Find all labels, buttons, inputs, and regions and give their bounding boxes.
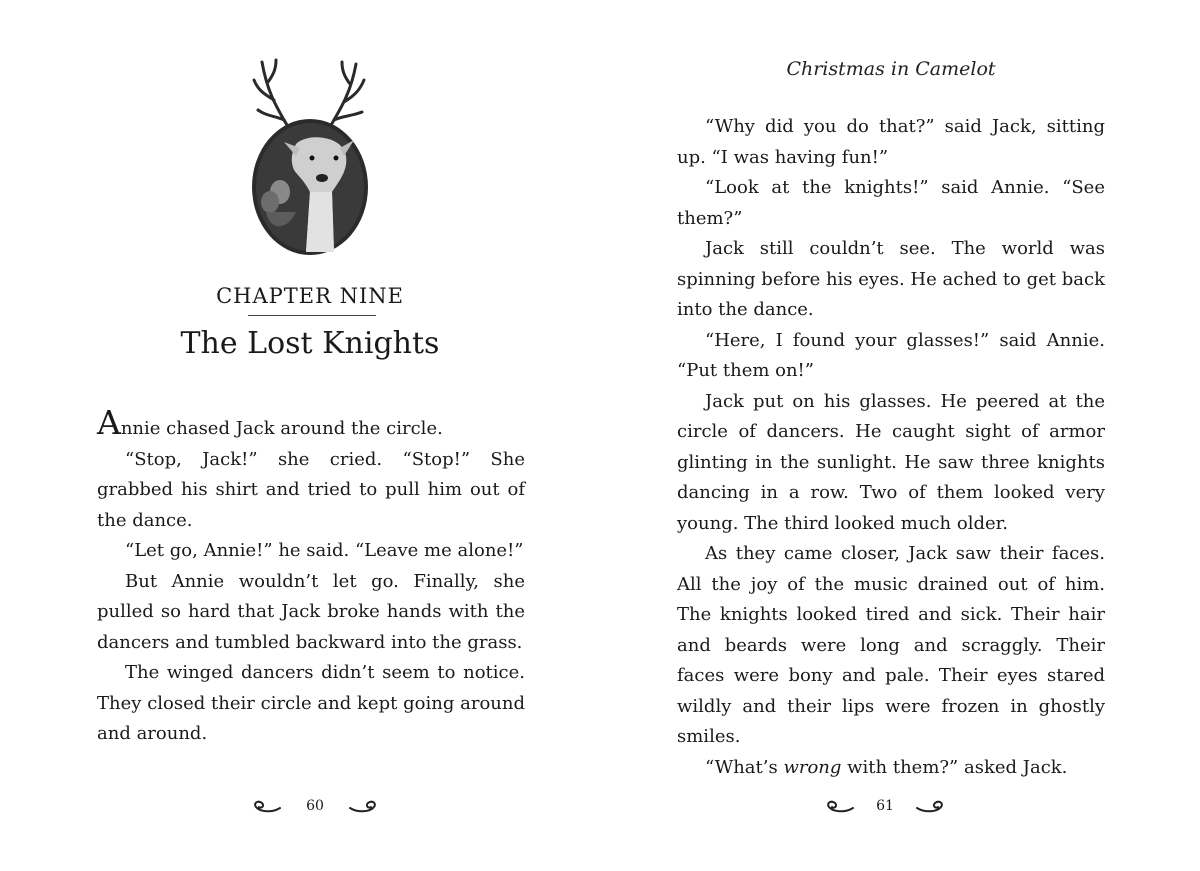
page-number: 61: [876, 798, 894, 814]
paragraph: “Stop, Jack!” she cried. “Stop!” She grabbed his shirt and tried to pull him out of the dance.: [97, 448, 525, 531]
right-swirl-ornament-icon: [915, 799, 945, 815]
paragraph: “Why did you do that?” said Jack, sitting up. “I was having fun!”: [677, 116, 1105, 168]
right-swirl-ornament-icon: [348, 799, 378, 815]
paragraph: “Let go, Annie!” he said. “Leave me alone!”: [125, 540, 524, 561]
paragraph: [97, 403, 525, 445]
page-number: 60: [306, 798, 324, 814]
paragraph: The winged dancers didn’t seem to notice. They closed their circle and kept going around and around.: [97, 662, 525, 744]
paragraph-text: “What’s: [705, 756, 784, 778]
right-page-folio: [825, 795, 945, 821]
paragraph: “Here, I found your glasses!” said Annie. “Put them on!”: [677, 329, 1105, 381]
paragraph-text: nnie chased Jack around the circle.: [120, 418, 443, 439]
running-head: Christmas in Camelot: [786, 58, 996, 80]
paragraph: Jack still couldn’t see. The world was spinning before his eyes. He ached to get back into the dance.: [677, 238, 1105, 320]
left-body-text: [97, 403, 525, 750]
paragraph: As they came closer, Jack saw their faces. All the joy of the music drained out of him. The knights looked tired and sick. Their hair and beards were long and scraggly. Their faces were bony and pale. Their eyes stared wildly and their lips were frozen in ghostly smiles.: [677, 543, 1105, 747]
chapter-label: CHAPTER NINE: [216, 284, 404, 308]
paragraph-text: with them?” asked Jack.: [841, 756, 1068, 778]
right-body-text: [677, 112, 1105, 783]
paragraph: Jack put on his glasses. He peered at the circle of dancers. He caught sight of armor glinting in the sunlight. He saw three knights dancing in a row. Two of them looked very young. The third looked much older.: [677, 390, 1105, 534]
left-page-folio: [250, 795, 380, 821]
chapter-title: The Lost Knights: [180, 326, 440, 361]
drop-cap: A: [97, 403, 121, 442]
chapter-divider: [248, 315, 376, 316]
paragraph: “Look at the knights!” said Annie. “See them?”: [677, 177, 1105, 229]
emphasized-word: wrong: [783, 756, 842, 778]
right-page: [600, 0, 1200, 871]
paragraph: [677, 753, 1105, 784]
paragraph: But Annie wouldn’t let go. Finally, she pulled so hard that Jack broke hands with the dancers and tumbled backward into the grass.: [97, 570, 525, 653]
stag-portrait-illustration: [240, 52, 380, 262]
